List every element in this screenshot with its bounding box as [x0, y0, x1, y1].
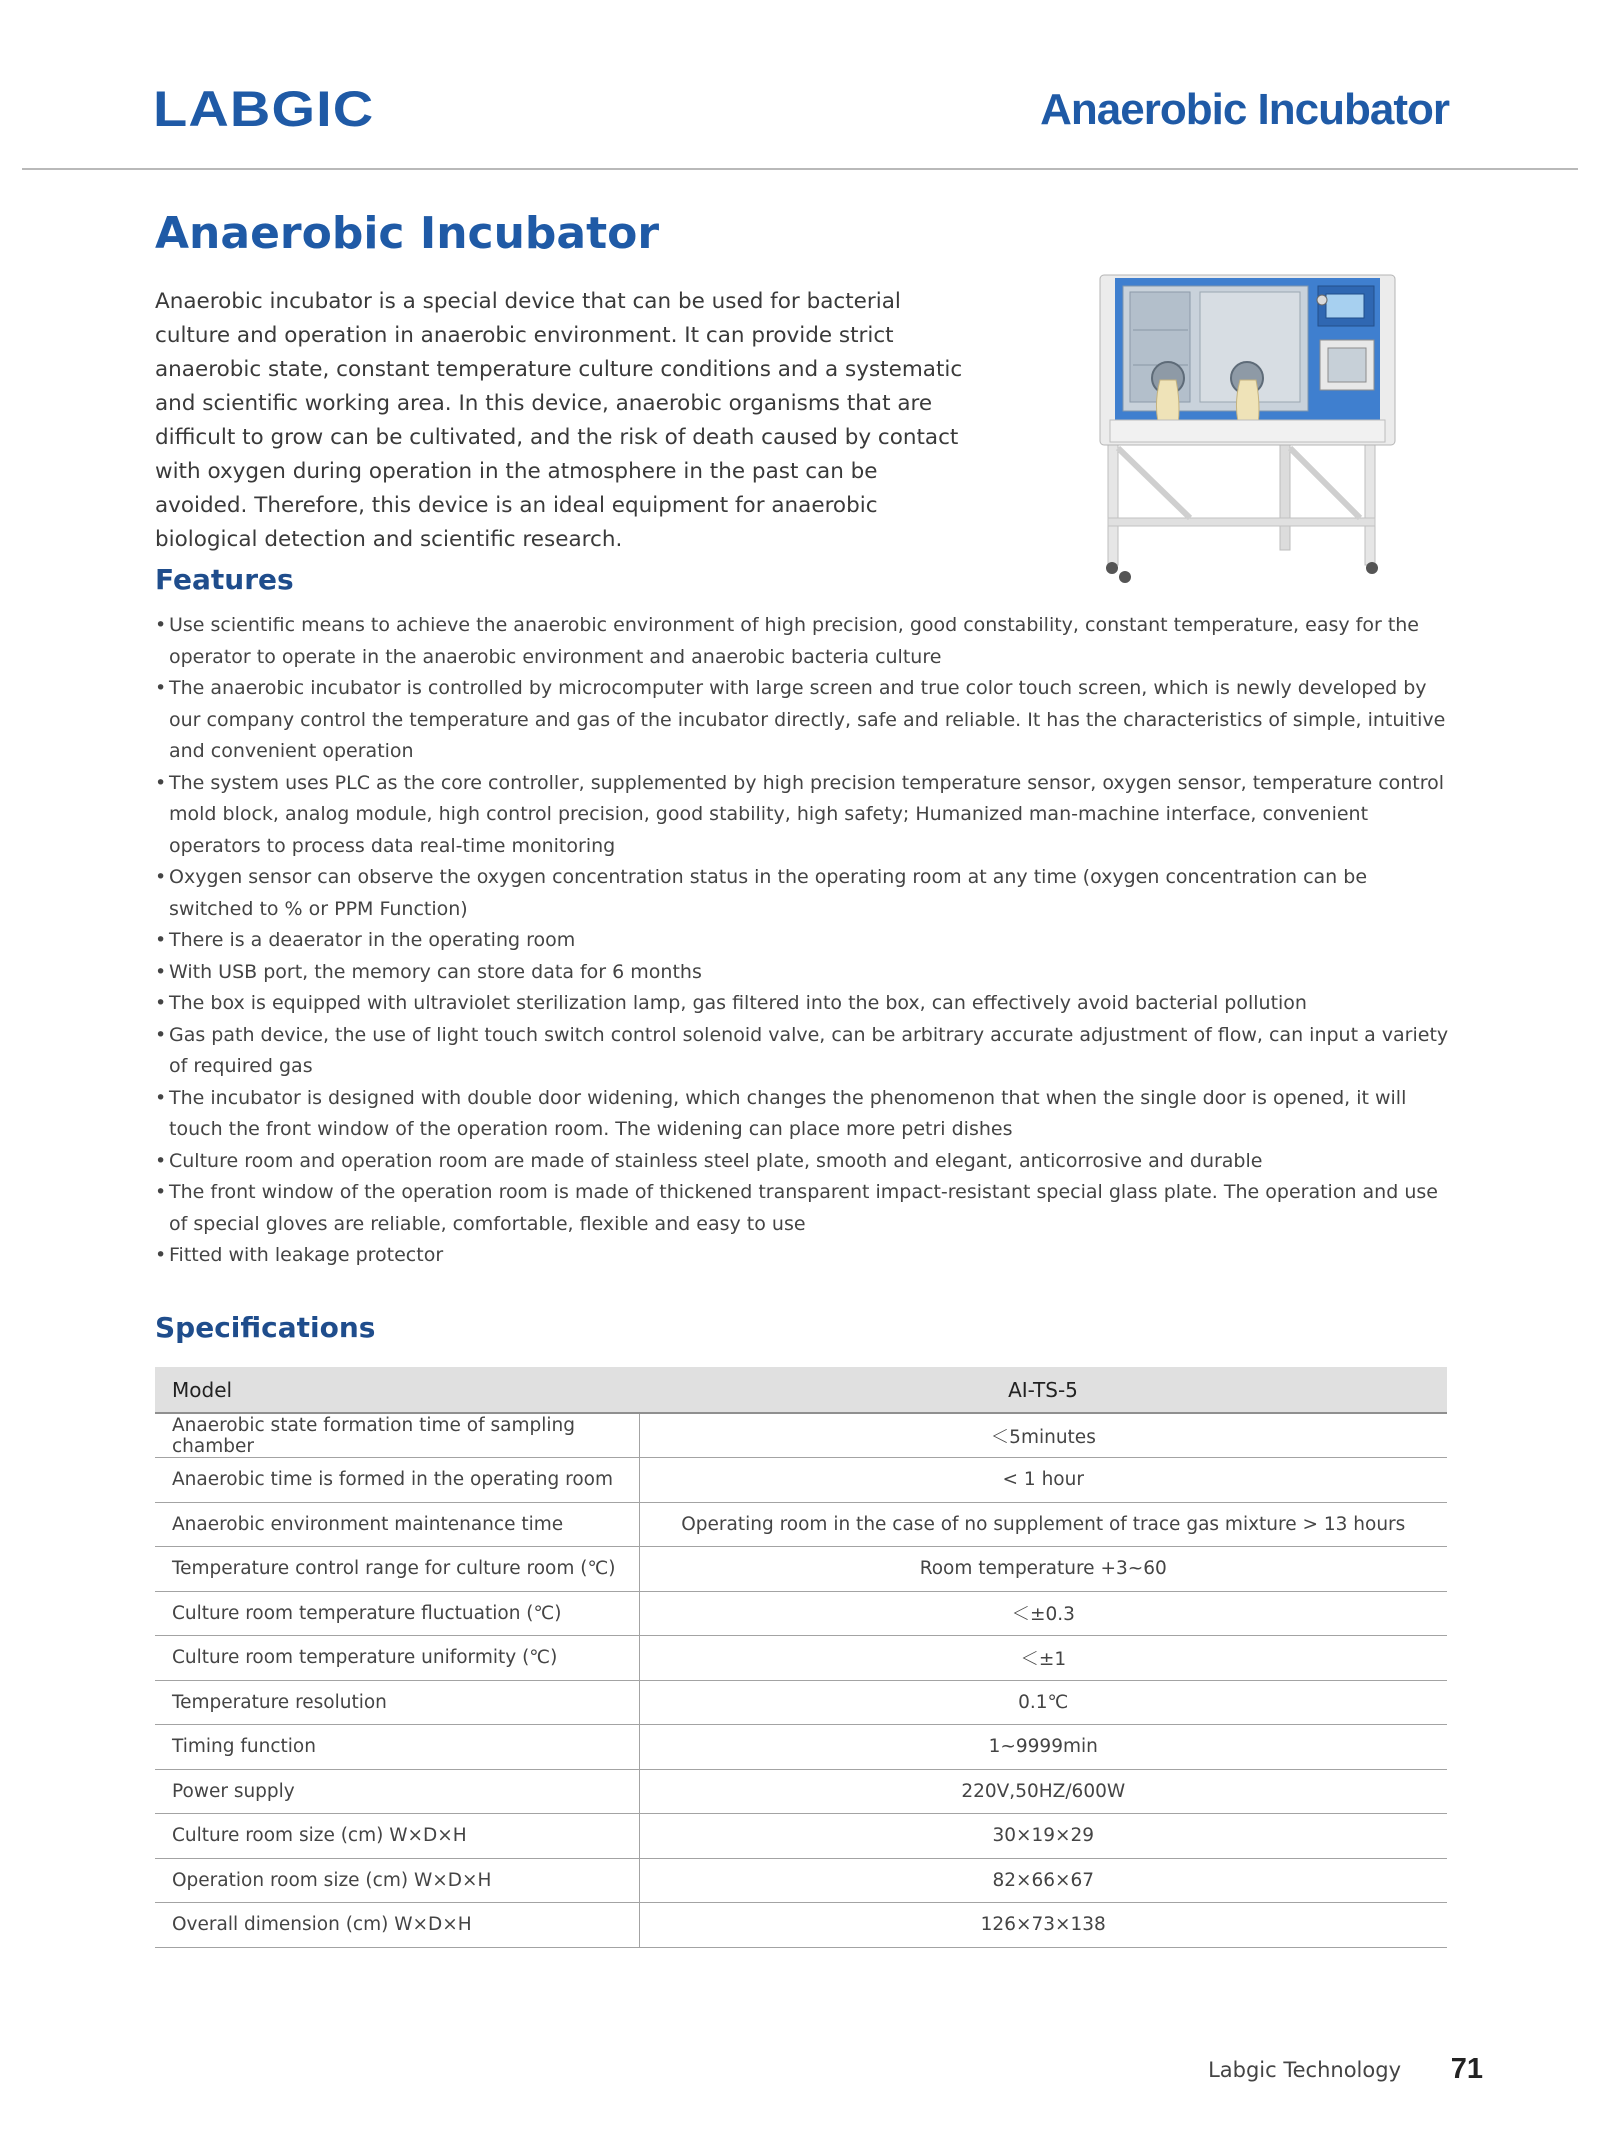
labgic-logo: LABGIC [153, 81, 375, 137]
page-number: 71 [1450, 2053, 1483, 2085]
table-row [155, 1458, 1447, 1503]
table-row [155, 1725, 1447, 1770]
table-row [155, 1903, 1447, 1948]
page-title: Anaerobic Incubator [155, 208, 660, 259]
table-row [155, 1636, 1447, 1681]
spec-value: 30×19×29 [639, 1814, 1447, 1859]
feature-item: • Gas path device, the use of light touch switch control solenoid valve, can be arbitrary accurate adjustment of flow, can input a variety of required gas [155, 1020, 1455, 1083]
table-row [155, 1680, 1447, 1725]
spec-label: Operation room size (cm) W×D×H [155, 1858, 639, 1903]
spec-value: ＜±1 [639, 1636, 1447, 1681]
spec-label: Anaerobic state formation time of sampling chamber [155, 1413, 639, 1458]
spec-label: Anaerobic environment maintenance time [155, 1502, 639, 1547]
spec-label: Overall dimension (cm) W×D×H [155, 1903, 639, 1948]
feature-item: • The box is equipped with ultraviolet sterilization lamp, gas filtered into the box, can effectively avoid bacterial pollution [155, 988, 1455, 1020]
spec-label: Power supply [155, 1769, 639, 1814]
spec-value: Room temperature +3~60 [639, 1547, 1447, 1592]
spec-label: Temperature control range for culture room (℃) [155, 1547, 639, 1592]
spec-value: Operating room in the case of no supplement of trace gas mixture > 13 hours [639, 1502, 1447, 1547]
table-row [155, 1769, 1447, 1814]
feature-item: • Use scientific means to achieve the anaerobic environment of high precision, good constability, constant temperature, easy for the operator to operate in the anaerobic environment and anaerobic bacteria culture [155, 610, 1455, 673]
spec-label: Culture room size (cm) W×D×H [155, 1814, 639, 1859]
features-heading: Features [155, 563, 294, 596]
anaerobic-incubator-product-image [1090, 270, 1400, 585]
table-header-model-label: Model [155, 1367, 639, 1413]
spec-label: Timing function [155, 1725, 639, 1770]
table-row [155, 1858, 1447, 1903]
spec-value: < 1 hour [639, 1458, 1447, 1503]
specifications-heading: Specifications [155, 1311, 376, 1344]
footer-company: Labgic Technology [1208, 2058, 1401, 2082]
feature-item: • With USB port, the memory can store data for 6 months [155, 957, 1455, 989]
feature-item: • The front window of the operation room is made of thickened transparent impact-resistant special glass plate. The operation and use of special gloves are reliable, comfortable, flexible and easy to use [155, 1177, 1455, 1240]
feature-item: • The anaerobic incubator is controlled by microcomputer with large screen and true color touch screen, which is newly developed by our company control the temperature and gas of the incubator directly, safe and reliable. It has the characteristics of simple, intuitive and convenient operation [155, 673, 1455, 768]
spec-value: 1~9999min [639, 1725, 1447, 1770]
spec-value: ＜±0.3 [639, 1591, 1447, 1636]
table-header-model-value: AI-TS-5 [639, 1367, 1447, 1413]
spec-label: Anaerobic time is formed in the operating room [155, 1458, 639, 1503]
spec-value: 220V,50HZ/600W [639, 1769, 1447, 1814]
spec-value: ＜5minutes [639, 1413, 1447, 1458]
spec-value: 0.1℃ [639, 1680, 1447, 1725]
table-row [155, 1591, 1447, 1636]
spec-label: Culture room temperature fluctuation (℃) [155, 1591, 639, 1636]
spec-value: 126×73×138 [639, 1903, 1447, 1948]
spec-value: 82×66×67 [639, 1858, 1447, 1903]
features-list [155, 610, 1455, 1272]
feature-item: • The system uses PLC as the core controller, supplemented by high precision temperature sensor, oxygen sensor, temperature control mold block, analog module, high control precision, good stability, high safety; Humanized man-machine interface, convenient operators to process data real-time monitoring [155, 768, 1455, 863]
header-divider [22, 168, 1578, 170]
feature-item: • Culture room and operation room are made of stainless steel plate, smooth and elegant, anticorrosive and durable [155, 1146, 1455, 1178]
feature-item: • The incubator is designed with double door widening, which changes the phenomenon that when the single door is opened, it will touch the front window of the operation room. The widening can place more petri dishes [155, 1083, 1455, 1146]
spec-label: Temperature resolution [155, 1680, 639, 1725]
table-row [155, 1502, 1447, 1547]
table-row [155, 1547, 1447, 1592]
specifications-table [155, 1367, 1447, 1948]
intro-paragraph: Anaerobic incubator is a special device that can be used for bacterial culture and operation in anaerobic environment. It can provide strict anaerobic state, constant temperature culture conditions and a systematic and scientific working area. In this device, anaerobic organisms that are difficult to grow can be cultivated, and the risk of death caused by contact with oxygen during operation in the atmosphere in the past can be avoided. Therefore, this device is an ideal equipment for anaerobic biological detection and scientific research. [155, 289, 963, 552]
spec-label: Culture room temperature uniformity (℃) [155, 1636, 639, 1681]
feature-item: • There is a deaerator in the operating room [155, 925, 1455, 957]
feature-item: • Oxygen sensor can observe the oxygen concentration status in the operating room at any time (oxygen concentration can be switched to % or PPM Function) [155, 862, 1455, 925]
table-header-row [155, 1367, 1447, 1413]
table-row [155, 1814, 1447, 1859]
table-row [155, 1413, 1447, 1458]
header-title: Anaerobic Incubator [1040, 85, 1449, 134]
feature-item: • Fitted with leakage protector [155, 1240, 1455, 1272]
